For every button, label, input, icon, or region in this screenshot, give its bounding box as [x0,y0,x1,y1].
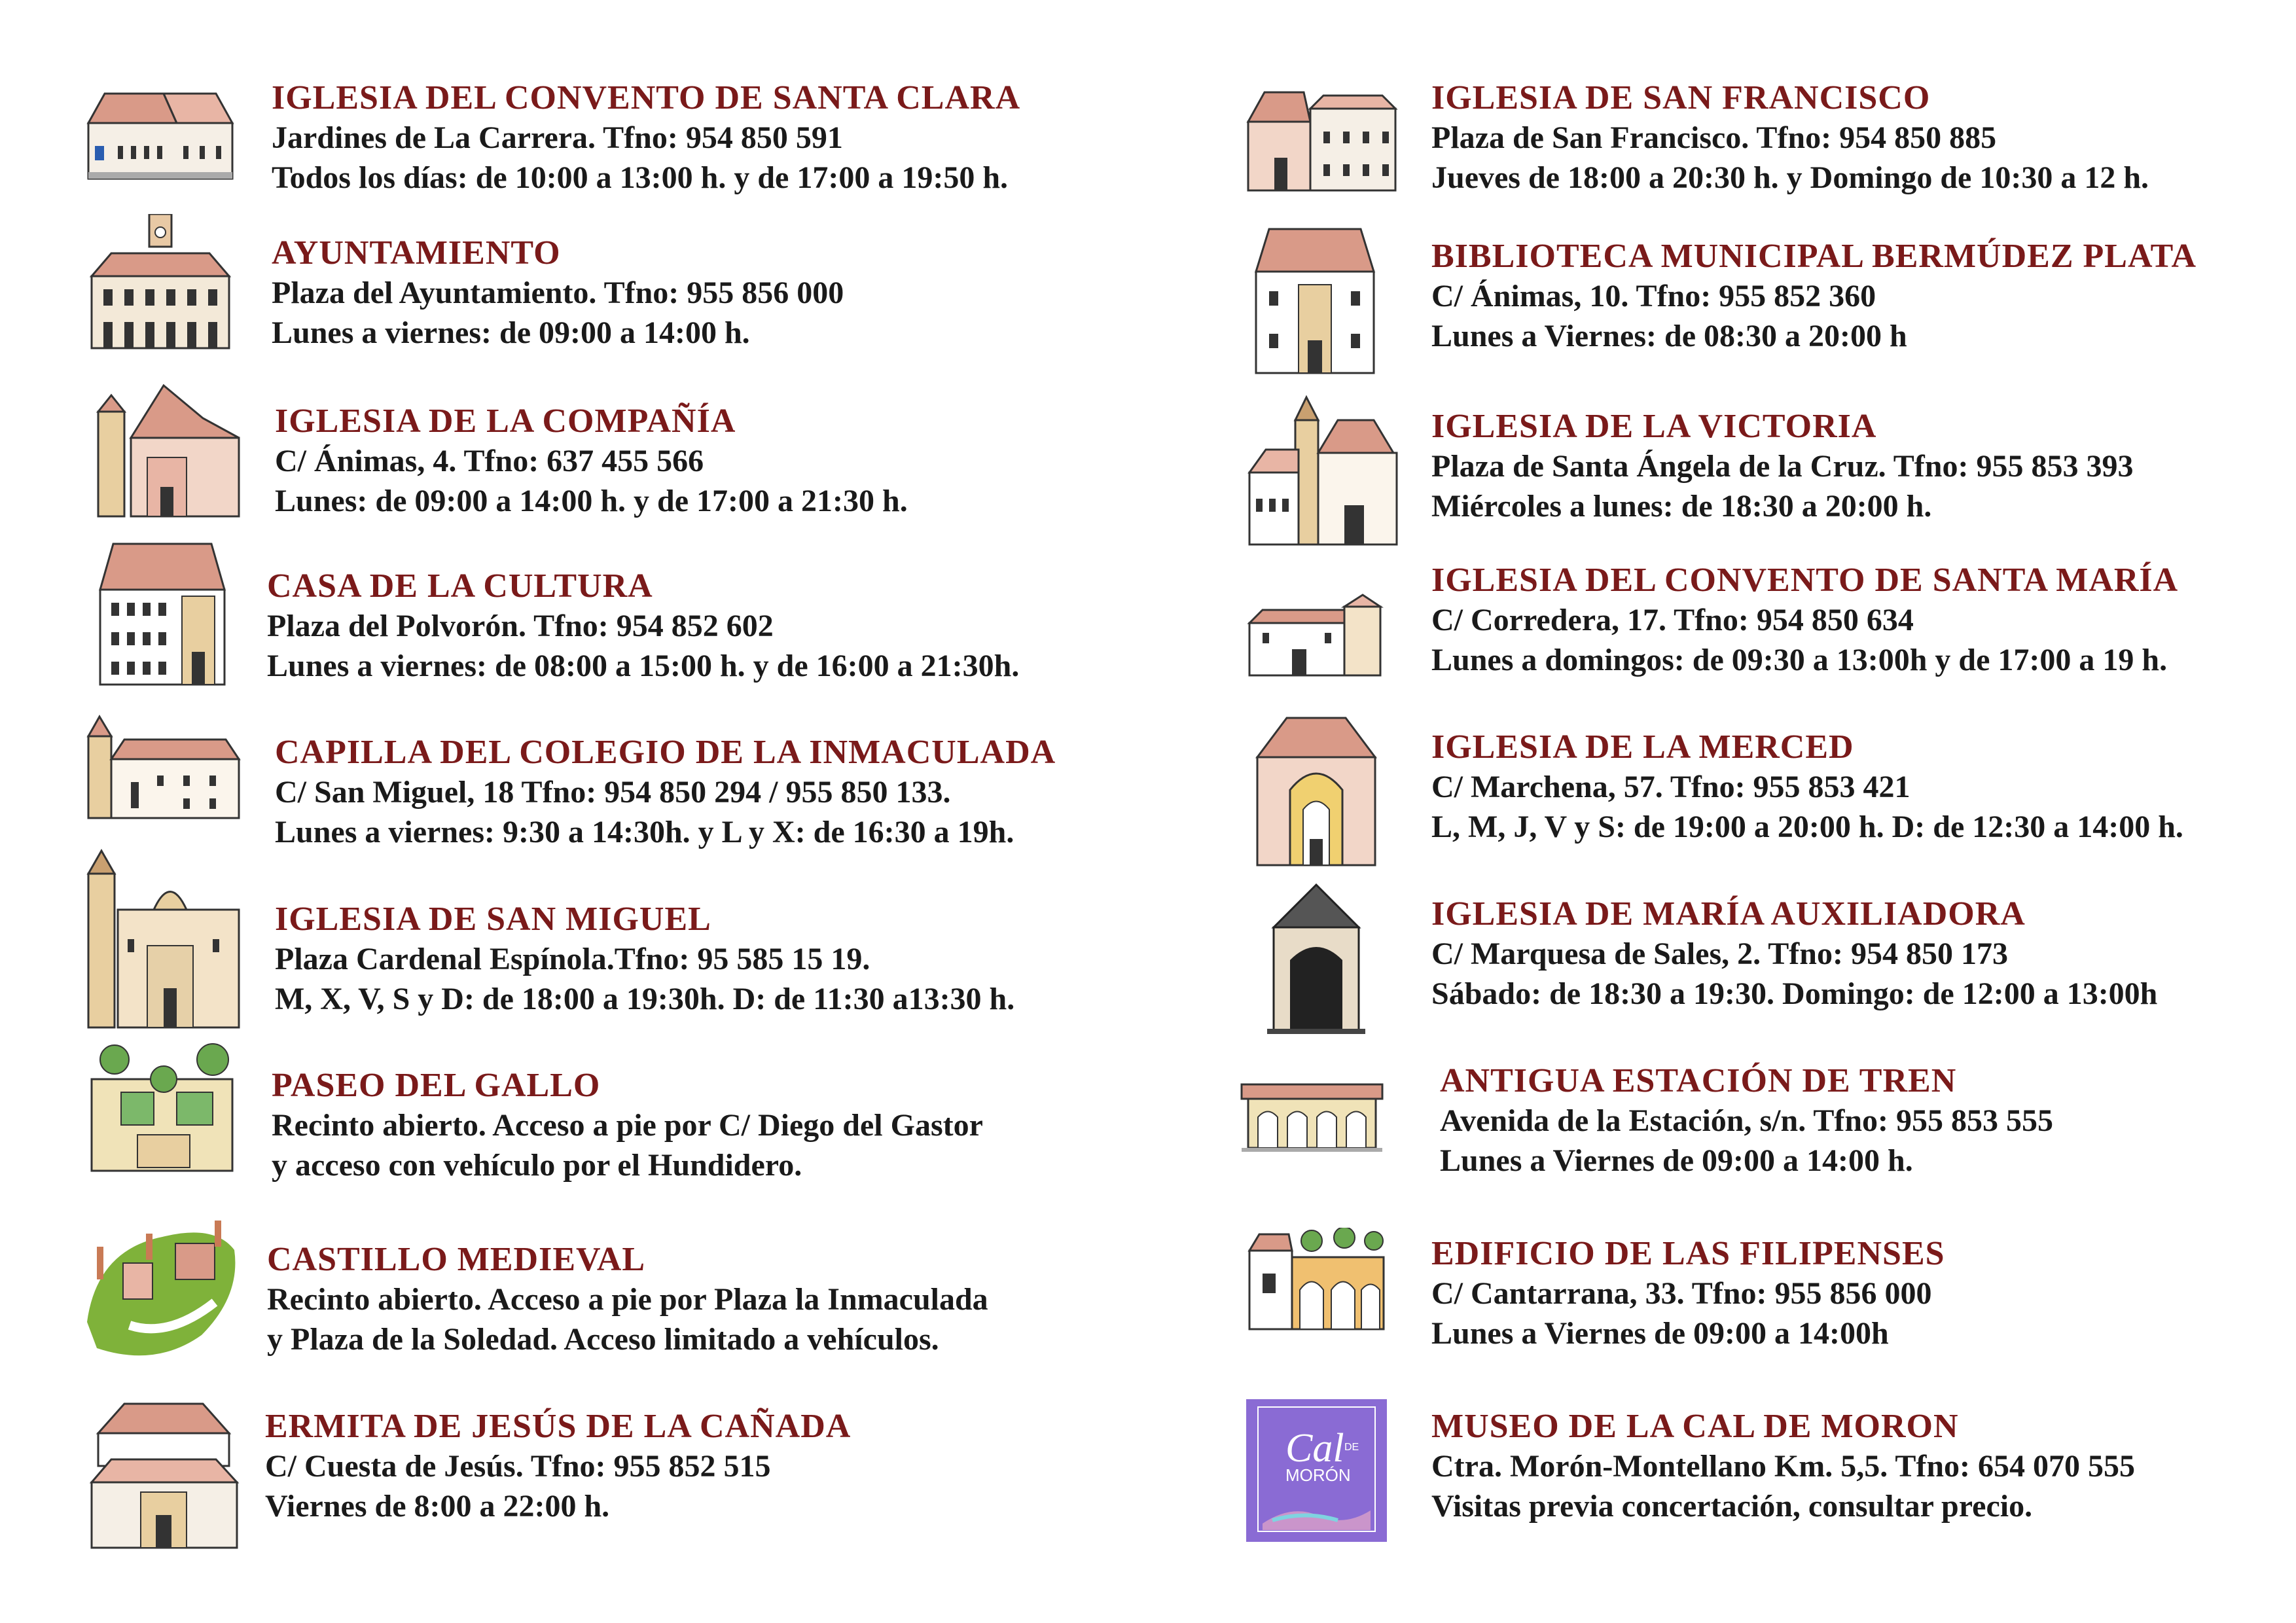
list-item [0,567,1148,724]
list-item [1148,1234,2296,1391]
list-item [0,1240,1148,1397]
place-title: IGLESIA DE LA COMPAÑÍA [275,402,736,440]
place-title: MUSEO DE LA CAL DE MORON [1431,1408,1959,1445]
place-hours: Lunes: de 09:00 a 14:00 h. y de 17:00 a 21:30 h. [275,484,908,518]
place-address: C/ Ánimas, 4. Tfno: 637 455 566 [275,444,704,478]
svg-text:DE: DE [1344,1442,1359,1453]
place-address: C/ Marquesa de Sales, 2. Tfno: 954 850 173 [1431,936,2008,971]
place-address: Plaza de San Francisco. Tfno: 954 850 885 [1431,120,1997,155]
list-item [1148,79,2296,236]
svg-text:Cal: Cal [1285,1426,1344,1471]
place-address: C/ Ánimas, 10. Tfno: 955 852 360 [1431,279,1876,313]
library-icon [1253,223,1377,376]
list-item [1148,895,2296,1052]
chapel-icon [85,710,242,821]
place-hours: Lunes a viernes: 9:30 a 14:30h. y L y X: de 16:30 a 19h. [275,815,1014,849]
place-address: Avenida de la Estación, s/n. Tfno: 955 853 555 [1440,1103,2054,1138]
place-hours: y Plaza de la Soledad. Acceso limitado a vehículos. [267,1322,939,1357]
place-hours: Lunes a domingos: de 09:30 a 13:00h y de 17:00 a 19 h. [1431,643,2168,677]
place-hours: Visitas previa concertación, consultar precio. [1431,1489,2033,1524]
list-item [1148,407,2296,564]
place-hours: Lunes a Viernes de 09:00 a 14:00h [1431,1316,1889,1351]
place-title: EDIFICIO DE LAS FILIPENSES [1431,1235,1945,1272]
place-address: Plaza del Polvorón. Tfno: 954 852 602 [267,609,774,643]
list-item [1148,237,2296,394]
svg-text:MORÓN: MORÓN [1285,1465,1351,1485]
list-item [0,1066,1148,1223]
place-title: CASTILLO MEDIEVAL [267,1241,646,1278]
place-address: C/ Cantarrana, 33. Tfno: 955 856 000 [1431,1276,1932,1311]
cathedral-icon [82,847,242,1031]
place-hours: Lunes a viernes: de 09:00 a 14:00 h. [272,315,750,350]
place-hours: M, X, V, S y D: de 18:00 a 19:30h. D: de 11:30 a13:30 h. [275,982,1015,1016]
list-item [1148,728,2296,885]
place-title: AYUNTAMIENTO [272,234,561,272]
church-portal-icon [1261,882,1372,1035]
place-title: BIBLIOTECA MUNICIPAL BERMÚDEZ PLATA [1431,238,2197,275]
place-address: Jardines de La Carrera. Tfno: 954 850 591 [272,120,843,155]
list-item [0,900,1148,1057]
hermitage-icon [85,1394,242,1551]
place-title: PASEO DEL GALLO [272,1067,601,1104]
place-address: Plaza de Santa Ángela de la Cruz. Tfno: 955 853 393 [1431,449,2134,484]
place-address: C/ Cuesta de Jesús. Tfno: 955 852 515 [265,1449,771,1484]
place-title: IGLESIA DE SAN FRANCISCO [1431,79,1931,116]
place-hours: y acceso con vehículo por el Hundidero. [272,1148,802,1183]
place-address: C/ Corredera, 17. Tfno: 954 850 634 [1431,603,1914,637]
right-column [1148,0,2296,1623]
list-item [1148,1407,2296,1564]
church-tower-icon [92,379,242,520]
place-address: Plaza del Ayuntamiento. Tfno: 955 856 000 [272,276,844,310]
place-hours: Sábado: de 18:30 a 19:30. Domingo: de 12:00 a 13:00h [1431,976,2158,1011]
church-building-icon [1245,82,1399,194]
place-address: Recinto abierto. Acceso a pie por Plaza la Inmaculada [267,1282,988,1317]
place-address: C/ San Miguel, 18 Tfno: 954 850 294 / 955 850 133. [275,775,951,810]
convent-icon [1246,594,1384,679]
place-hours: Viernes de 8:00 a 22:00 h. [265,1489,610,1524]
town-hall-icon [85,214,236,351]
church-facade-icon [1254,711,1378,868]
place-title: IGLESIA DEL CONVENTO DE SANTA MARÍA [1431,562,2179,599]
place-title: IGLESIA DE LA MERCED [1431,728,1854,766]
list-item [0,1407,1148,1564]
park-icon [85,1040,239,1174]
place-hours: Miércoles a lunes: de 18:30 a 20:00 h. [1431,489,1932,524]
place-title: CASA DE LA CULTURA [267,567,653,605]
train-station-icon [1238,1081,1386,1153]
house-icon [97,537,228,688]
place-hours: Jueves de 18:00 a 20:30 h. y Domingo de 10:30 a 12 h. [1431,160,2149,195]
place-hours: L, M, J, V y S: de 19:00 a 20:00 h. D: de 12:30 a 14:00 h. [1431,810,2183,844]
place-title: CAPILLA DEL COLEGIO DE LA INMACULADA [275,734,1056,771]
list-item [0,402,1148,559]
place-title: IGLESIA DE MARÍA AUXILIADORA [1431,895,2026,933]
place-hours: Lunes a viernes: de 08:00 a 15:00 h. y de 16:00 a 21:30h. [267,649,1020,683]
list-item [1148,1061,2296,1219]
place-hours: Lunes a Viernes de 09:00 a 14:00 h. [1440,1143,1913,1178]
place-address: Ctra. Morón-Montellano Km. 5,5. Tfno: 654 070 555 [1431,1449,2136,1484]
place-hours: Lunes a Viernes: de 08:30 a 20:00 h [1431,319,1907,353]
place-title: ANTIGUA ESTACIÓN DE TREN [1440,1062,1957,1099]
place-address: Recinto abierto. Acceso a pie por C/ Diego del Gastor [272,1108,983,1143]
castle-hill-icon [84,1211,241,1361]
arcade-building-icon [1246,1228,1387,1332]
list-item [0,79,1148,236]
place-title: ERMITA DE JESÚS DE LA CAÑADA [265,1408,852,1445]
list-item [0,234,1148,391]
church-tower-icon [1246,394,1400,548]
place-hours: Todos los días: de 10:00 a 13:00 h. y de 17:00 a 19:50 h. [272,160,1009,195]
place-address: C/ Marchena, 57. Tfno: 955 853 421 [1431,770,1910,804]
list-item [1148,561,2296,718]
museum-logo-icon [1246,1399,1387,1542]
church-building-icon [85,84,236,182]
place-title: IGLESIA DE SAN MIGUEL [275,901,711,938]
place-title: IGLESIA DE LA VICTORIA [1431,408,1877,445]
place-title: IGLESIA DEL CONVENTO DE SANTA CLARA [272,79,1021,116]
place-address: Plaza Cardenal Espínola.Tfno: 95 585 15 19. [275,942,870,976]
